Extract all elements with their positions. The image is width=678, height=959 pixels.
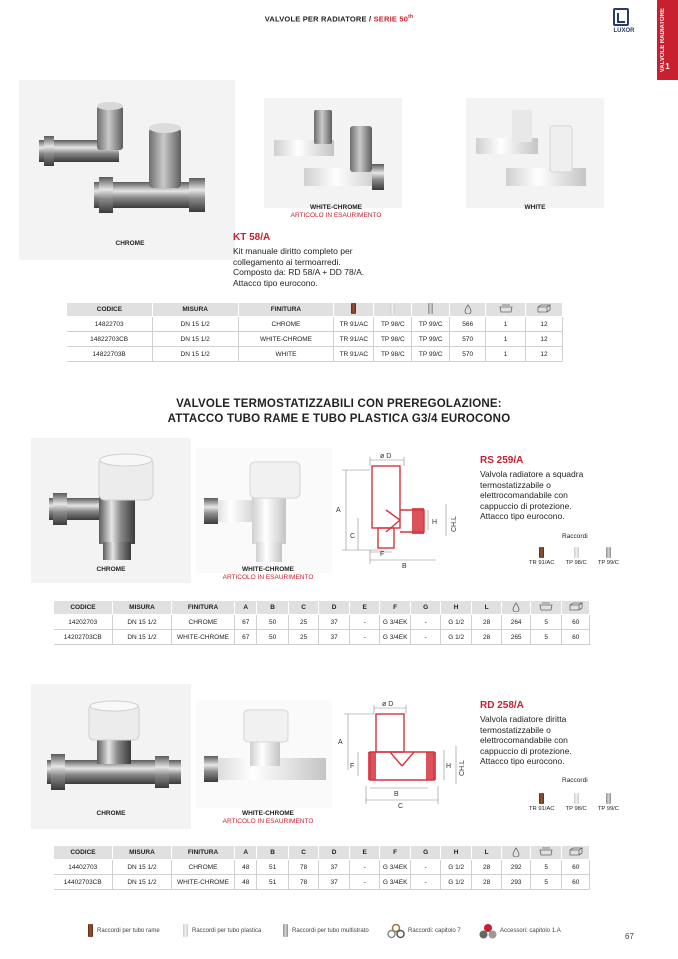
chapter-number: 1 [665, 62, 670, 71]
rs-product-code: RS 259/A [480, 455, 524, 466]
rs-chrome-valve-image [31, 438, 191, 583]
cell: 12 [526, 347, 563, 362]
col-l: L [471, 601, 502, 615]
luxor-logo [604, 8, 644, 40]
legend-plastic-label: Raccordi per tubo plastica [192, 927, 262, 934]
col-finitura: FINITURA [171, 601, 234, 615]
dim-h: H [446, 763, 452, 770]
rs-desc-line: Attacco tipo eurocono. [480, 511, 565, 521]
rs-desc-line: cappuccio di protezione. [480, 500, 572, 511]
rd-raccordi-list [529, 793, 619, 812]
fittings-rings-icon [387, 923, 405, 939]
caption-rd-white-chrome-note: ARTICOLO IN ESAURIMENTO [222, 818, 314, 825]
table-row: 14402703 DN 15 1/2 CHROME 48 51 78 37 - G 3/4EK - G 1/2 28 292 5 60 [54, 860, 590, 875]
rs-raccordi-list [529, 547, 619, 566]
table-row: 14402703CB DN 15 1/2 WHITE-CHROME 48 51 78 37 - G 3/4EK - G 1/2 28 293 5 60 [54, 875, 590, 890]
dim-chl: CH.L [451, 516, 458, 532]
col-box-icon [562, 846, 590, 860]
plastic-pipe-icon [574, 547, 579, 558]
rs-raccordi-label: Raccordi [562, 533, 588, 540]
rs-technical-drawing [328, 452, 468, 572]
col-f: F [380, 601, 411, 615]
cell: 14822703 [67, 317, 153, 332]
table-row [67, 347, 563, 362]
rd-product-code: RD 258/A [480, 700, 524, 711]
chapter-tab [657, 0, 678, 80]
rd-desc-line: termostatizzabile o [480, 724, 551, 735]
kt-product-code: KT 58/A [233, 232, 271, 243]
logo-text: LUXOR [613, 28, 635, 34]
rd-description [480, 714, 650, 767]
rd-white-chrome-valve-image [196, 700, 332, 808]
rs-description [480, 469, 650, 522]
cell: 1 [486, 347, 526, 362]
col-finitura: FINITURA [171, 846, 234, 860]
cell: 12 [526, 317, 563, 332]
chapter-label: VALVOLE RADIATORE [660, 8, 666, 73]
cell: 566 [450, 317, 486, 332]
table-row: 14202703 DN 15 1/2 CHROME 67 50 25 37 - G 3/4EK - G 1/2 28 264 5 60 [54, 615, 590, 630]
legend-multi-label: Raccordi per tubo multistrato [292, 927, 369, 934]
dim-h: H [432, 519, 438, 526]
cell: TP 98/C [374, 347, 412, 362]
raccordo-plastic: TP 98/C [566, 547, 587, 566]
raccordo-copper: TR 91/AC [529, 793, 554, 812]
col-box-icon [562, 601, 590, 615]
section-title-line2: ATTACCO TUBO RAME E TUBO PLASTICA G3/4 EUROCONO [167, 413, 511, 425]
cell: TP 98/C [374, 332, 412, 347]
rd-product-table [53, 845, 590, 890]
col-g: G [410, 846, 441, 860]
dim-f: F [380, 551, 385, 558]
col-c: C [288, 601, 319, 615]
rd-desc-line: elettrocomandabile con [480, 735, 568, 745]
legend-cap1a [479, 923, 561, 939]
cell: DN 15 1/2 [152, 332, 238, 347]
kt-chrome-valves-image [19, 80, 235, 260]
raccordo-multi: TP 99/C [598, 547, 619, 566]
legend-cap7 [387, 923, 461, 939]
cell: DN 15 1/2 [152, 347, 238, 362]
caption-kt-white-chrome: WHITE-CHROME [310, 204, 362, 211]
copper-pipe-icon [539, 547, 544, 558]
raccordo-multi: TP 99/C [598, 793, 619, 812]
col-misura: MISURA [112, 846, 171, 860]
cell: 570 [450, 347, 486, 362]
col-d: D [319, 601, 350, 615]
legend-cap1a-label: Accessori: capitolo 1.A [500, 928, 561, 934]
rs-product-table [53, 600, 590, 645]
photo-rd-chrome [31, 684, 191, 829]
col-e: E [349, 846, 380, 860]
col-copper-pipe-icon [334, 303, 374, 317]
cell: TP 99/C [412, 332, 450, 347]
cell: 14822703B [67, 347, 153, 362]
raccordo-plastic: TP 98/C [566, 793, 587, 812]
caption-rd-white-chrome: WHITE-CHROME [242, 810, 294, 817]
col-codice: CODICE [67, 303, 153, 317]
plastic-pipe-icon [183, 924, 188, 937]
photo-kt-white-chrome [264, 98, 402, 208]
cell: TP 98/C [374, 317, 412, 332]
caption-kt-white-chrome-note: ARTICOLO IN ESAURIMENTO [290, 212, 382, 219]
page-number: 67 [625, 932, 634, 941]
dim-chl: CH.L [459, 760, 466, 776]
legend-plastic [183, 924, 261, 937]
logo-mark-icon [613, 8, 629, 26]
col-pack-icon [486, 303, 526, 317]
photo-rd-white-chrome [196, 700, 332, 808]
col-h: H [441, 601, 472, 615]
col-misura: MISURA [112, 601, 171, 615]
copper-pipe-icon [88, 924, 93, 937]
dim-b: B [394, 791, 399, 798]
cell: 12 [526, 332, 563, 347]
dim-a: A [336, 507, 341, 514]
dim-c: C [350, 533, 356, 540]
dim-b: B [402, 563, 407, 570]
caption-kt-chrome: CHROME [115, 240, 145, 247]
cell: WHITE-CHROME [238, 332, 334, 347]
caption-rd-chrome: CHROME [96, 810, 126, 817]
photo-rs-white-chrome [196, 448, 332, 573]
col-weight-icon [502, 846, 530, 860]
raccordo-copper: TR 91/AC [529, 547, 554, 566]
multilayer-pipe-icon [606, 793, 611, 804]
dim-d: ø D [382, 701, 394, 708]
table-row [67, 317, 563, 332]
table-header-row [54, 846, 590, 860]
kt-white-valves-image [466, 98, 604, 208]
col-a: A [235, 846, 257, 860]
col-weight-icon [502, 601, 530, 615]
cell: 570 [450, 332, 486, 347]
caption-rs-chrome: CHROME [96, 566, 126, 573]
cell: TP 99/C [412, 317, 450, 332]
accessories-icon [479, 923, 497, 939]
col-misura: MISURA [152, 303, 238, 317]
photo-kt-white [466, 98, 604, 208]
caption-rs-white-chrome-note: ARTICOLO IN ESAURIMENTO [222, 574, 314, 581]
cell: TR 91/AC [334, 332, 374, 347]
copper-pipe-icon [539, 793, 544, 804]
col-b: B [257, 846, 289, 860]
col-plastic-pipe-icon [374, 303, 412, 317]
kt-white-chrome-valves-image [264, 98, 402, 208]
multilayer-pipe-icon [606, 547, 611, 558]
col-f: F [380, 846, 411, 860]
section-title [0, 397, 678, 427]
kt-desc-line: Composto da: RD 58/A + DD 78/A. [233, 267, 365, 277]
dim-d: ø D [380, 453, 392, 460]
col-l: L [471, 846, 502, 860]
table-row: 14202703CB DN 15 1/2 WHITE-CHROME 67 50 25 37 - G 3/4EK - G 1/2 28 265 5 60 [54, 630, 590, 645]
rs-desc-line: Valvola radiatore a squadra [480, 469, 584, 479]
col-box-icon [526, 303, 563, 317]
kt-desc-line: collegamento ai termoarredi. [233, 256, 341, 267]
cell: WHITE [238, 347, 334, 362]
col-pack-icon [530, 846, 562, 860]
cell: TP 99/C [412, 347, 450, 362]
cell: 14822703CB [67, 332, 153, 347]
rd-technical-drawing [330, 700, 470, 810]
header-title: VALVOLE PER RADIATORE / [264, 14, 374, 24]
col-b: B [257, 601, 289, 615]
photo-rs-chrome [31, 438, 191, 583]
page-header [0, 14, 678, 24]
kt-product-table [66, 302, 563, 362]
table-row [67, 332, 563, 347]
caption-rs-white-chrome: WHITE-CHROME [242, 566, 294, 573]
table-header-row [54, 601, 590, 615]
col-a: A [235, 601, 257, 615]
plastic-pipe-icon [574, 793, 579, 804]
rs-desc-line: termostatizzabile o [480, 479, 551, 490]
legend-copper [88, 924, 160, 937]
rd-desc-line: Valvola radiatore diritta [480, 714, 567, 724]
legend-cap7-label: Raccordi: capitolo 7 [408, 928, 461, 934]
header-series: SERIE 50 [373, 14, 409, 24]
rd-chrome-valve-image [31, 684, 191, 829]
legend-copper-label: Raccordi per tubo rame [97, 927, 160, 934]
col-e: E [349, 601, 380, 615]
multilayer-pipe-icon [283, 924, 288, 937]
kt-desc-line: Attacco tipo eurocono. [233, 277, 318, 288]
cell: CHROME [238, 317, 334, 332]
dim-f: F [350, 763, 355, 770]
dim-a: A [338, 739, 343, 746]
col-multilayer-pipe-icon [412, 303, 450, 317]
col-finitura: FINITURA [238, 303, 334, 317]
rs-desc-line: elettrocomandabile con [480, 490, 568, 500]
cell: DN 15 1/2 [152, 317, 238, 332]
col-c: C [288, 846, 319, 860]
cell: TR 91/AC [334, 347, 374, 362]
kt-description [233, 246, 433, 288]
header-series-sup: th [408, 14, 414, 20]
cell: 1 [486, 317, 526, 332]
caption-kt-white: WHITE [524, 204, 546, 211]
col-g: G [410, 601, 441, 615]
rd-desc-line: Attacco tipo eurocono. [480, 756, 565, 766]
col-d: D [319, 846, 350, 860]
legend-multi [283, 924, 369, 937]
dim-c: C [398, 803, 404, 810]
table-header-row [67, 303, 563, 317]
photo-kt-chrome [19, 80, 235, 260]
rd-desc-line: cappuccio di protezione. [480, 745, 572, 756]
rd-raccordi-label: Raccordi [562, 777, 588, 784]
section-title-line1: VALVOLE TERMOSTATIZZABILI CON PREREGOLAZIONE: [176, 398, 502, 410]
rs-white-chrome-valve-image [196, 448, 332, 573]
col-weight-icon [450, 303, 486, 317]
cell: TR 91/AC [334, 317, 374, 332]
col-pack-icon [530, 601, 562, 615]
col-codice: CODICE [54, 846, 113, 860]
cell: 1 [486, 332, 526, 347]
col-codice: CODICE [54, 601, 113, 615]
col-h: H [441, 846, 472, 860]
kt-desc-line: Kit manuale diritto completo per [233, 246, 353, 256]
